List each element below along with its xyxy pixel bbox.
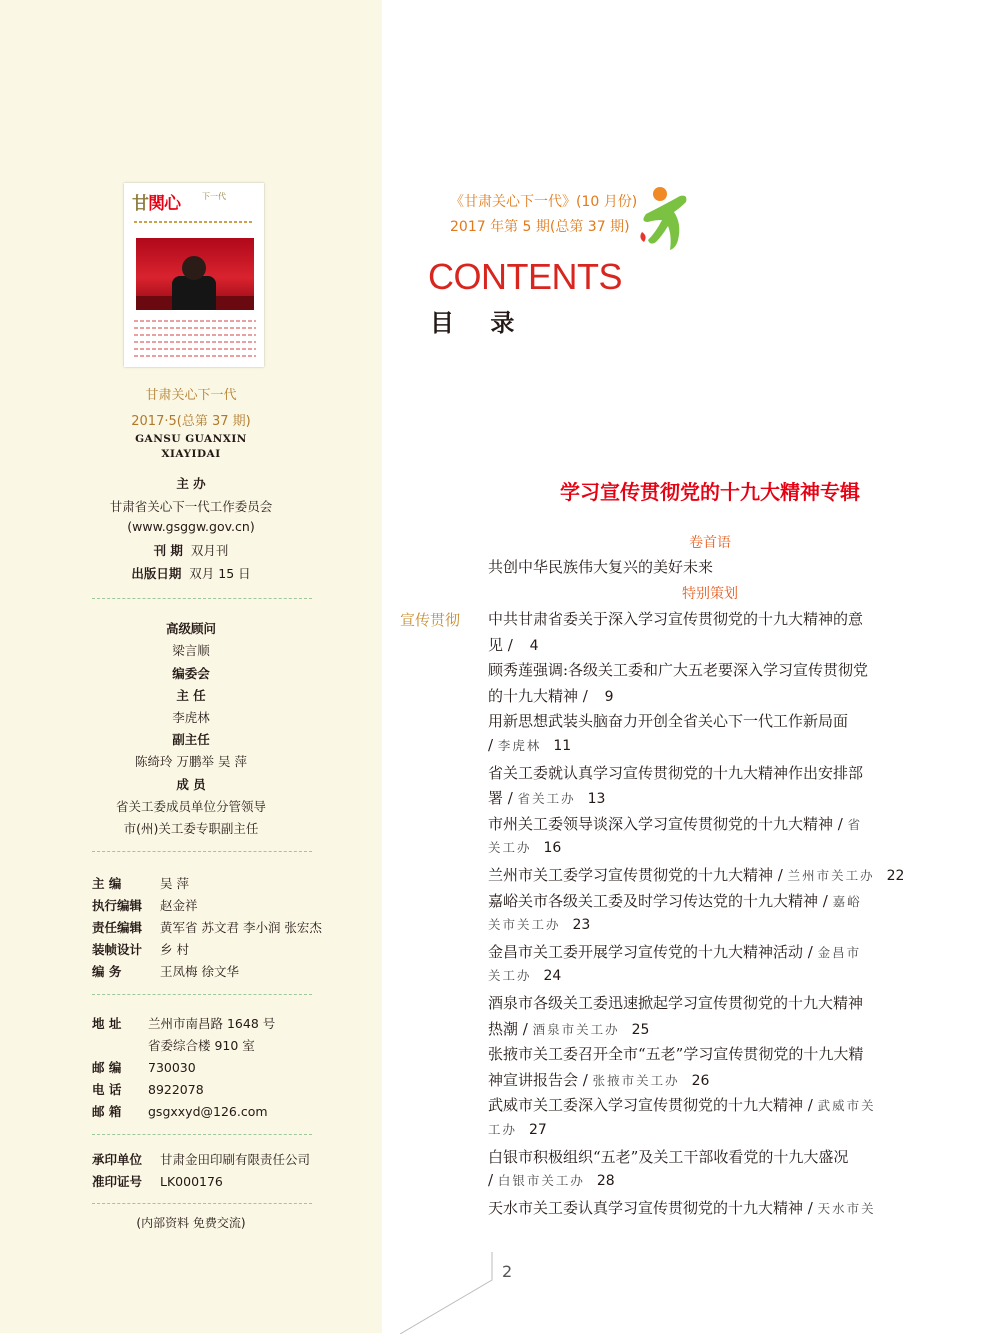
director-name: 李虎林: [172, 710, 210, 725]
contents-cn-heading: 目 录: [430, 309, 529, 337]
toc-line[interactable]: [488, 685, 928, 706]
editor-row: 责任编辑 黄军省 苏文君 李小润 张宏杰: [92, 920, 322, 935]
toc-line-text: 署 /: [488, 789, 513, 808]
toc-line-page: 24: [543, 968, 562, 985]
website: (www.gsggw.gov.cn): [127, 519, 255, 534]
contents-heading: CONTENTS: [428, 256, 622, 297]
divider: [92, 994, 312, 995]
toc-line-text: 热潮 /: [488, 1019, 528, 1038]
toc-line-author: 白银市关工办: [497, 1173, 585, 1189]
toc-line-text: 兰州市关工委学习宣传贯彻党的十九大精神 /: [488, 866, 783, 884]
toc-line-text: 用新思想武装头脑奋力开创全省关心下一代工作新局面: [488, 712, 849, 731]
toc-line[interactable]: [488, 608, 928, 629]
deputy-names: 陈绮玲 万鹏举 吴 萍: [135, 754, 247, 769]
toc-line-text: /: [488, 1171, 494, 1190]
english-name-line1: GANSU GUANXIN: [135, 433, 247, 445]
toc-line-text: 嘉峪关市各级关工委及时学习传达党的十九大精神 /: [488, 891, 828, 910]
toc-line[interactable]: [488, 1094, 928, 1115]
toc-line[interactable]: [488, 813, 928, 834]
toc-line-page: 22: [886, 868, 905, 884]
toc-line[interactable]: [488, 787, 928, 808]
toc-line-page: 27: [529, 1122, 547, 1138]
child-figure-logo-icon: [636, 184, 700, 254]
section-heading: 卷首语: [689, 535, 731, 551]
toc-line[interactable]: [488, 1069, 928, 1090]
toc-line-page: 16: [543, 840, 562, 857]
editor-row: 主 编 吴 萍: [92, 876, 189, 891]
toc-line-author: 酒泉市关工办: [532, 1021, 620, 1037]
toc-item[interactable]: 共创中华民族伟大复兴的美好未来: [488, 558, 714, 576]
cover-divider: [134, 221, 254, 223]
divider: [92, 598, 312, 599]
toc-line[interactable]: [488, 710, 928, 731]
toc-line-author: 关市关工办: [488, 917, 561, 933]
toc-line[interactable]: [488, 890, 928, 911]
toc-line[interactable]: [488, 966, 928, 984]
toc-line-page: 28: [596, 1173, 615, 1190]
advisor-label: 高级顾问: [165, 621, 216, 636]
cover-text-lines: [134, 315, 256, 362]
toc-line-author: 天水市关: [817, 1200, 876, 1216]
toc-line[interactable]: [488, 736, 928, 754]
members-label: 成 员: [176, 777, 206, 792]
toc-line-author: 省: [847, 816, 863, 832]
toc-line-text: 白银市积极组织“五老”及关工干部收看党的十九大盛况: [488, 1147, 849, 1166]
toc-line-author: 关工办: [488, 840, 532, 856]
sidebar: [0, 0, 382, 1333]
postcode-row: 邮 编 730030: [92, 1060, 196, 1075]
toc-line-author: 张掖市关工办: [592, 1072, 680, 1088]
toc-line[interactable]: [488, 838, 928, 856]
email-row: 邮 箱 gsgxxyd@126.com: [92, 1104, 268, 1119]
toc-line[interactable]: [488, 634, 928, 655]
divider: [92, 1134, 312, 1135]
toc-line[interactable]: [488, 941, 928, 962]
toc-line-text: 神宣讲报告会 /: [488, 1070, 588, 1089]
toc-line[interactable]: [488, 659, 928, 680]
toc-line-page: 23: [572, 917, 591, 934]
toc-line-author: 金昌市: [817, 944, 862, 960]
issue-line2: 2017 年第 5 期(总第 37 期): [450, 219, 630, 235]
magazine-name: 甘肃关心下一代: [145, 388, 237, 403]
address-row2: 省委综合楼 910 室: [148, 1038, 255, 1053]
toc-line-author: 关工办: [488, 968, 532, 984]
deputy-label: 副主任: [172, 732, 210, 747]
toc-line-text: 的十九大精神 /: [488, 686, 588, 705]
toc-line[interactable]: [488, 864, 928, 885]
toc-line-text: /: [488, 736, 494, 754]
cover-thumbnail: [124, 183, 264, 367]
english-name-line2: XIAYIDAI: [161, 448, 221, 460]
toc-line-text: 张掖市关工委召开全市“五老”学习宣传贯彻党的十九大精: [488, 1045, 864, 1064]
toc-line-text: 中共甘肃省委关于深入学习宣传贯彻党的十九大精神的意: [488, 610, 864, 628]
editor-row: 装帧设计 乡 村: [92, 942, 189, 957]
toc-line-text: 顾秀莲强调:各级关工委和广大五老要深入学习宣传贯彻党: [488, 661, 869, 680]
toc-line-author: 工办: [488, 1122, 518, 1137]
editor-row: 编 务 王凤梅 徐文华: [92, 964, 239, 979]
toc-line[interactable]: [488, 1197, 928, 1218]
issue-line1: 《甘肃关心下一代》(10 月份): [450, 194, 638, 210]
issue-number: 2017·5(总第 37 期): [131, 414, 251, 429]
divider: [92, 851, 312, 852]
pubdate-line: 出版日期 双月 15 日: [131, 566, 251, 581]
host-label: 主 办: [176, 476, 206, 491]
cover-photo: [136, 238, 254, 310]
host-name: 甘肃省关心下一代工作委员会: [109, 499, 273, 514]
toc-line-page: 9: [604, 688, 614, 705]
toc-line-page: 25: [631, 1021, 650, 1038]
cover-title: 甘関心: [132, 194, 180, 214]
toc-line-author: 省关工办: [517, 791, 576, 807]
toc-line[interactable]: [488, 1171, 928, 1189]
toc-line-author: 嘉峪: [832, 893, 862, 909]
toc-line-text: 市州关工委领导谈深入学习宣传贯彻党的十九大精神 /: [488, 814, 843, 833]
toc-line-text: 武威市关工委深入学习宣传贯彻党的十九大精神 /: [488, 1096, 813, 1115]
address-row: 地 址 兰州市南昌路 1648 号: [92, 1016, 276, 1031]
period-line: 刊 期 双月刊: [153, 543, 229, 558]
special-issue-title: 学习宣传贯彻党的十九大精神专辑: [560, 480, 860, 504]
toc-line-author: 兰州市关工办: [787, 868, 875, 883]
toc-line[interactable]: [488, 1043, 928, 1064]
toc-line-author: 武威市关: [817, 1098, 876, 1114]
toc-line[interactable]: [488, 762, 928, 783]
toc-line[interactable]: [488, 915, 928, 933]
toc-line-text: 天水市关工委认真学习宣传贯彻党的十九大精神 /: [488, 1198, 813, 1217]
page-corner-decoration: [380, 1250, 513, 1334]
toc-line-page: 13: [587, 791, 606, 808]
toc-line[interactable]: [488, 1120, 928, 1138]
toc-line-page: 11: [553, 738, 572, 754]
toc-line[interactable]: [488, 1018, 928, 1039]
director-label: 主 任: [176, 688, 206, 703]
toc-line-text: 省关工委就认真学习宣传贯彻党的十九大精神作出安排部: [488, 763, 864, 782]
toc-line-page: 26: [691, 1072, 710, 1089]
page-number: 2: [502, 1262, 513, 1281]
editor-row: 执行编辑 赵金祥: [92, 898, 198, 913]
phone-row: 电 话 8922078: [92, 1082, 204, 1097]
toc-line-text: 金昌市关工委开展学习宣传党的十九大精神活动 /: [488, 942, 813, 961]
toc-line-page: 4: [529, 637, 539, 654]
committee-label: 编委会: [172, 666, 210, 681]
permit-row: 准印证号 LK000176: [92, 1174, 223, 1189]
section-heading: 特别策划: [682, 586, 738, 602]
footer-note: (内部资料 免费交流): [136, 1216, 246, 1230]
toc-line-text: 酒泉市各级关工委迅速掀起学习宣传贯彻党的十九大精神: [488, 994, 864, 1012]
printer-row: 承印单位 甘肃金田印刷有限责任公司: [92, 1152, 311, 1167]
cover-subtitle: 下一代: [202, 192, 226, 201]
members-line1: 省关工委成员单位分管领导: [115, 799, 266, 814]
category-label: 宣传贯彻: [400, 611, 461, 629]
toc-line-author: 李虎林: [497, 738, 542, 753]
toc-line[interactable]: [488, 992, 928, 1013]
toc-line[interactable]: [488, 1146, 928, 1167]
advisor-name: 梁言顺: [172, 643, 210, 658]
members-line2: 市(州)关工委专职副主任: [123, 821, 259, 836]
divider: [92, 1203, 312, 1204]
toc-line-text: 见 /: [488, 635, 513, 654]
